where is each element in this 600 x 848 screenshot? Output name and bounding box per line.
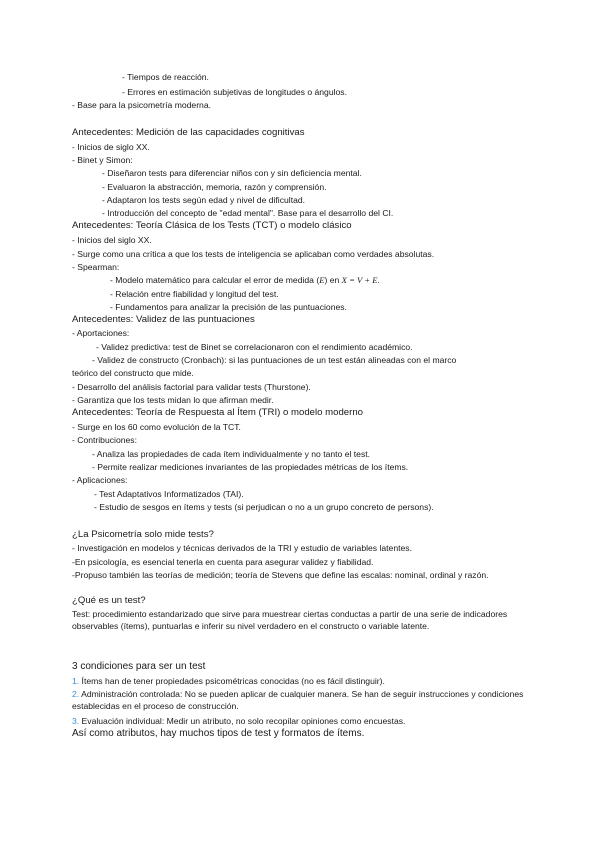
list-item: -En psicología, es esencial tenerla en cuenta para asegurar validez y fiabilidad.: [72, 557, 374, 567]
list-item: - Analiza las propiedades de cada ítem individualmente y no tanto el test.: [92, 449, 371, 459]
list-item: [0, 688, 600, 712]
list-item: - Validez de constructo (Cronbach): si las puntuaciones de un test están alineadas con el marco: [92, 355, 457, 365]
list-item: - Binet y Simon:: [72, 155, 133, 165]
list-item: - Errores en estimación subjetivas de longitudes o ángulos.: [122, 87, 347, 97]
list-item: - Introducción del concepto de "edad mental". Base para el desarrollo del CI.: [102, 208, 394, 218]
paragraph: Así como atributos, hay muchos tipos de test y formatos de ítems.: [72, 728, 365, 739]
list-item: - Aplicaciones:: [72, 475, 128, 485]
list-item: - Garantiza que los tests midan lo que afirman medir.: [72, 395, 274, 405]
list-item: - Validez predictiva: test de Binet se correlacionaron con el rendimiento académico.: [96, 342, 413, 352]
list-item: - Evaluaron la abstracción, memoria, razón y comprensión.: [102, 182, 327, 192]
section-heading: Antecedentes: Medición de las capacidades cognitivas: [72, 127, 305, 138]
list-item: teórico del constructo que mide.: [72, 368, 194, 378]
list-number: 1.: [72, 676, 80, 686]
list-item: - Base para la psicometría moderna.: [72, 100, 211, 110]
text-span: .: [377, 275, 380, 285]
list-item: - Relación entre fiabilidad y longitud del test.: [110, 289, 279, 299]
section-heading: 3 condiciones para ser un test: [72, 661, 206, 672]
text-span: ) en: [324, 275, 342, 285]
list-item: - Aportaciones:: [72, 328, 130, 338]
list-number: 3.: [72, 716, 80, 726]
list-number: 2.: [72, 689, 80, 699]
list-item: - Estudio de sesgos en ítems y tests (si perjudican o no a un grupo concreto de persons).: [94, 502, 434, 512]
list-item: - Test Adaptativos Informatizados (TAI).: [94, 489, 244, 499]
section-heading: ¿La Psicometría solo mide tests?: [72, 529, 214, 540]
list-item: - Permite realizar mediciones invariantes de las propiedades métricas de los ítems.: [92, 462, 409, 472]
list-item: -Propuso también las teorías de medición; teoría de Stevens que define las escalas: nominal, ordinal y razón.: [72, 570, 489, 580]
list-item: - Surge como una crítica a que los tests de inteligencia se aplicaban como verdades absolutas.: [72, 249, 435, 259]
section-heading: Antecedentes: Teoría Clásica de los Tests (TCT) o modelo clásico: [72, 220, 352, 231]
list-item: [0, 715, 600, 727]
section-heading: Antecedentes: Teoría de Respuesta al Ítem (TRI) o modelo moderno: [72, 407, 363, 418]
paragraph: Test: procedimiento estandarizado que sirve para muestrear ciertas conductas a partir de una serie de indicadores observables (ítems), puntuarlas e inferir su nivel verdadero en el constructo o variable latente.: [72, 609, 508, 631]
math-symbol: E: [319, 275, 325, 285]
list-item: - Spearman:: [72, 262, 120, 272]
text-span: Evaluación individual: Medir un atributo, no solo recopilar opiniones como encuestas.: [79, 716, 406, 726]
list-item: [0, 675, 600, 687]
section-heading: Antecedentes: Validez de las puntuaciones: [72, 314, 255, 325]
list-item: - Inicios de siglo XX.: [72, 142, 150, 152]
list-item: - Contribuciones:: [72, 435, 137, 445]
text-span: - Modelo matemático para calcular el error de medida (: [110, 275, 320, 285]
list-item: - Desarrollo del análisis factorial para validar tests (Thurstone).: [72, 382, 311, 392]
list-item: [0, 274, 600, 286]
list-item: - Inicios del siglo XX.: [72, 235, 152, 245]
list-item: - Diseñaron tests para diferenciar niños con y sin deficiencia mental.: [102, 168, 362, 178]
list-item: - Adaptaron los tests según edad y nivel de dificultad.: [102, 195, 306, 205]
list-item: - Fundamentos para analizar la precisión de las puntuaciones.: [110, 302, 347, 312]
list-item: - Tiempos de reacción.: [122, 72, 209, 82]
list-item: - Surge en los 60 como evolución de la TCT.: [72, 422, 241, 432]
math-equation: X = V + E: [341, 275, 378, 285]
text-span: Administración controlada: No se pueden aplicar de cualquier manera. Se han de seguir instrucciones y condiciones establecidas en el proceso de construcción.: [72, 689, 524, 711]
text-span: Ítems han de tener propiedades psicométricas conocidas (no es fácil distinguir).: [79, 676, 385, 686]
list-item: - Investigación en modelos y técnicas derivados de la TRI y estudio de variables latentes.: [72, 543, 412, 553]
section-heading: ¿Qué es un test?: [72, 595, 146, 606]
